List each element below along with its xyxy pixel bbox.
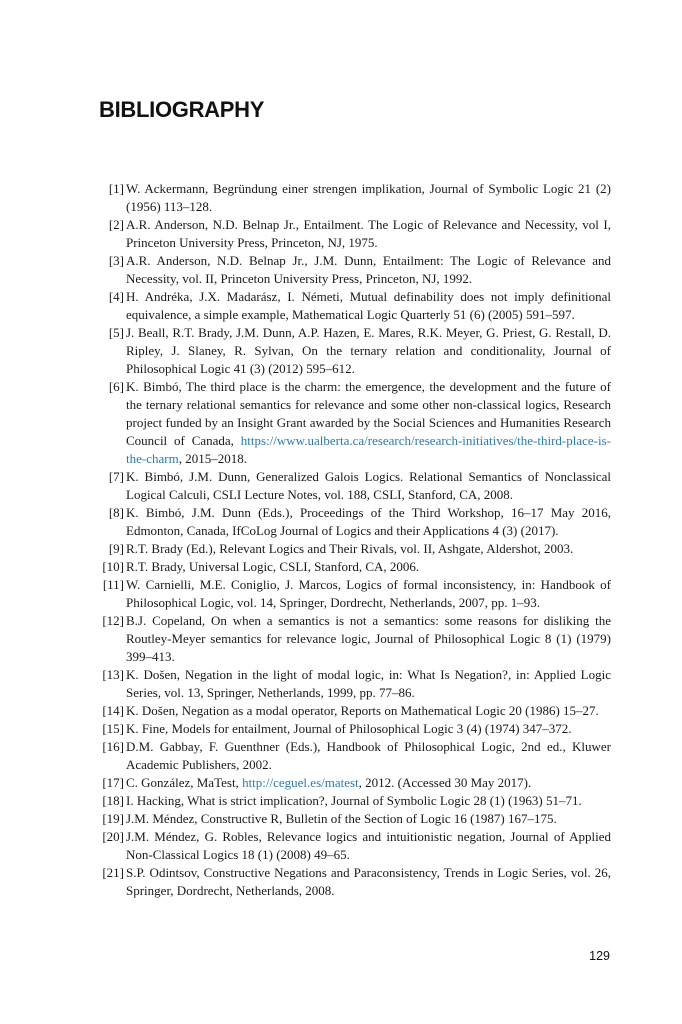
bibliography-entry: [99, 252, 611, 288]
bibliography-list: [99, 180, 611, 900]
bibliography-entry: [99, 774, 611, 792]
bibliography-entry: [99, 540, 611, 558]
entry-text: J.M. Méndez, G. Robles, Relevance logics and intuitionistic negation, Journal of Applied Non-Classical Logics 18 (1) (2008) 49–65.: [126, 829, 611, 862]
bibliography-entry: [99, 468, 611, 504]
entry-number: [15]: [102, 721, 124, 736]
bibliography-entry: [99, 810, 611, 828]
entry-number: [4]: [108, 289, 124, 304]
entry-text: S.P. Odintsov, Constructive Negations and Paraconsistency, Trends in Logic Series, vol. 26, Springer, Dordrecht, Netherlands, 2008.: [126, 865, 611, 898]
entry-number: [5]: [108, 325, 124, 340]
entry-number: [14]: [102, 703, 124, 718]
entry-number: [13]: [102, 667, 124, 682]
entry-number: [10]: [102, 559, 124, 574]
entry-number: [18]: [102, 793, 124, 808]
page-heading: BIBLIOGRAPHY: [99, 97, 265, 122]
entry-number: [16]: [102, 739, 124, 754]
bibliography-entry: [99, 720, 611, 738]
entry-text: R.T. Brady (Ed.), Relevant Logics and Their Rivals, vol. II, Ashgate, Aldershot, 2003.: [126, 541, 574, 556]
bibliography-entry: [99, 576, 611, 612]
bibliography-entry: [99, 828, 611, 864]
entry-number: [3]: [108, 253, 124, 268]
entry-number: [11]: [102, 577, 124, 592]
entry-text: K. Bimbó, J.M. Dunn (Eds.), Proceedings of the Third Workshop, 16–17 May 2016, Edmonton, Canada, IfCoLog Journal of Logics and their Applications 4 (3) (2017).: [126, 505, 611, 538]
entry-number: [7]: [108, 469, 124, 484]
bibliography-entry: [99, 180, 611, 216]
entry-number: [21]: [102, 865, 124, 880]
entry-number: [8]: [108, 505, 124, 520]
bibliography-entry: [99, 738, 611, 774]
entry-number: [1]: [108, 181, 124, 196]
bibliography-entry: [99, 864, 611, 900]
entry-text: I. Hacking, What is strict implication?, Journal of Symbolic Logic 28 (1) (1963) 51–71.: [126, 793, 582, 808]
bibliography-entry: [99, 288, 611, 324]
entry-text: J. Beall, R.T. Brady, J.M. Dunn, A.P. Hazen, E. Mares, R.K. Meyer, G. Priest, G. Restall, D. Ripley, J. Slaney, R. Sylvan, On the ternary relation and conditionality, Journal of Philosophical Logic 41 (3) (2012) 595–612.: [126, 325, 611, 376]
entry-text: H. Andréka, J.X. Madarász, I. Németi, Mutual definability does not imply definitional equivalence, a simple example, Mathematical Logic Quarterly 51 (6) (2005) 591–597.: [126, 289, 611, 322]
entry-number: [2]: [108, 217, 124, 232]
entry-text: A.R. Anderson, N.D. Belnap Jr., Entailment. The Logic of Relevance and Necessity, vol I, Princeton University Press, Princeton, NJ, 1975.: [126, 217, 611, 250]
bibliography-entry: [99, 792, 611, 810]
bibliography-entry: [99, 504, 611, 540]
entry-text: W. Ackermann, Begründung einer strengen implikation, Journal of Symbolic Logic 21 (2) (1956) 113–128.: [126, 181, 611, 214]
entry-text: B.J. Copeland, On when a semantics is not a semantics: some reasons for disliking the Routley-Meyer semantics for relevance logic, Journal of Philosophical Logic 8 (1) (1979) 399–413.: [126, 613, 611, 664]
entry-text: K. Bimbó, The third place is the charm: the emergence, the development and the future of the ternary relational semantics for relevance and some other non-classical logics, Research project funded by an Insight Grant awarded by the Social Sciences and Humanities Research Council of Canada,: [126, 379, 611, 448]
bibliography-entry: [99, 666, 611, 702]
entry-text-after: , 2012. (Accessed 30 May 2017).: [358, 775, 532, 790]
bibliography-entry: [99, 612, 611, 666]
entry-number: [9]: [108, 541, 124, 556]
bibliography-entry: [99, 702, 611, 720]
entry-number: [19]: [102, 811, 124, 826]
entry-text-after: , 2015–2018.: [178, 451, 247, 466]
entry-text: D.M. Gabbay, F. Guenthner (Eds.), Handbook of Philosophical Logic, 2nd ed., Kluwer Academic Publishers, 2002.: [126, 739, 611, 772]
entry-number: [17]: [102, 775, 124, 790]
entry-number: [6]: [108, 379, 124, 394]
entry-text: K. Bimbó, J.M. Dunn, Generalized Galois Logics. Relational Semantics of Nonclassical Logical Calculi, CSLI Lecture Notes, vol. 188, CSLI, Stanford, CA, 2008.: [126, 469, 611, 502]
entry-link[interactable]: https://www.ualberta.ca/research/research-initiatives/the-third-place-is-the-charm: [126, 433, 611, 466]
entry-text: K. Došen, Negation as a modal operator, Reports on Mathematical Logic 20 (1986) 15–27.: [126, 703, 599, 718]
entry-number: [12]: [102, 613, 124, 628]
page-number: 129: [589, 949, 610, 963]
entry-text: R.T. Brady, Universal Logic, CSLI, Stanford, CA, 2006.: [126, 559, 420, 574]
bibliography-entry: [99, 558, 611, 576]
entry-text: A.R. Anderson, N.D. Belnap Jr., J.M. Dunn, Entailment: The Logic of Relevance and Necessity, vol. II, Princeton University Press, Princeton, NJ, 1992.: [126, 253, 611, 286]
entry-number: [20]: [102, 829, 124, 844]
entry-text: K. Fine, Models for entailment, Journal of Philosophical Logic 3 (4) (1974) 347–372.: [126, 721, 572, 736]
entry-text: W. Carnielli, M.E. Coniglio, J. Marcos, Logics of formal inconsistency, in: Handbook of Philosophical Logic, vol. 14, Springer, Dordrecht, Netherlands, 2007, pp. 1–93.: [126, 577, 611, 610]
entry-text: J.M. Méndez, Constructive R, Bulletin of the Section of Logic 16 (1987) 167–175.: [126, 811, 557, 826]
entry-text: K. Došen, Negation in the light of modal logic, in: What Is Negation?, in: Applied Logic Series, vol. 13, Springer, Netherlands, 1999, pp. 77–86.: [126, 667, 611, 700]
entry-text: C. González, MaTest,: [126, 775, 243, 790]
entry-link[interactable]: http://ceguel.es/matest: [242, 775, 359, 790]
bibliography-entry: [99, 378, 611, 468]
bibliography-entry: [99, 216, 611, 252]
bibliography-entry: [99, 324, 611, 378]
